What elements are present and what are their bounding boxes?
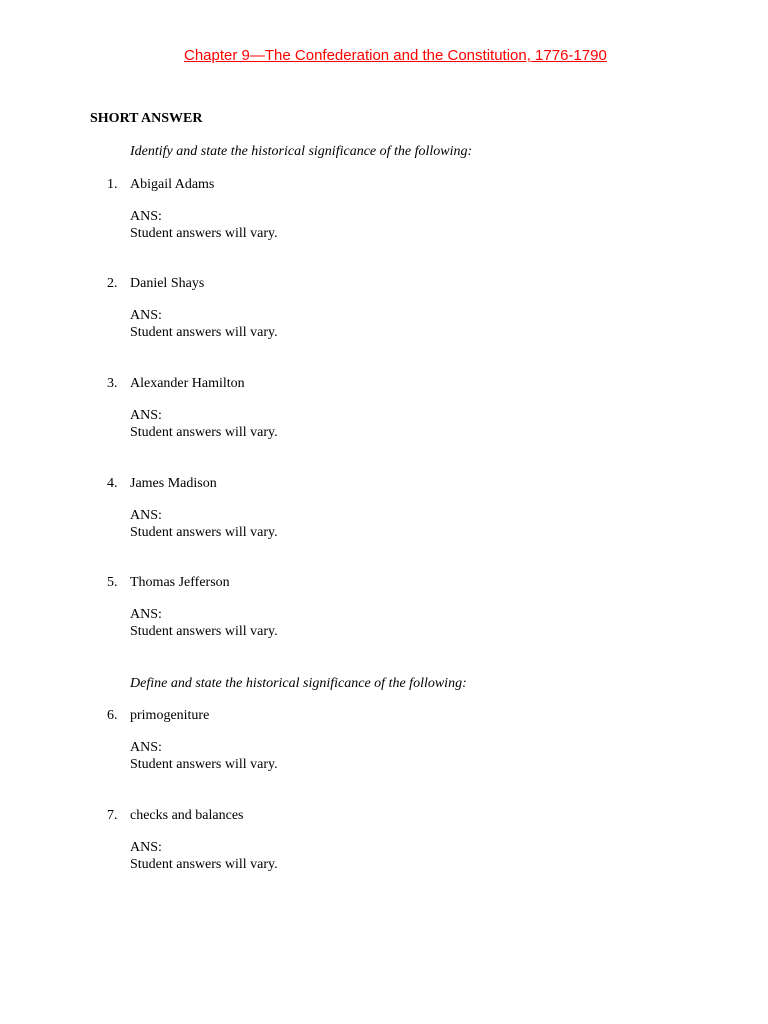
- instruction-define: Define and state the historical significance of the following:: [130, 676, 467, 691]
- answer-text: Student answers will vary.: [130, 525, 278, 540]
- question-term: Alexander Hamilton: [130, 376, 245, 391]
- chapter-title: Chapter 9—The Confederation and the Constitution, 1776-1790: [184, 47, 607, 64]
- answer-label: ANS:: [130, 740, 162, 755]
- question-term: James Madison: [130, 476, 217, 491]
- answer-label: ANS:: [130, 308, 162, 323]
- question-number: 1.: [107, 177, 118, 192]
- answer-text: Student answers will vary.: [130, 425, 278, 440]
- question-number: 6.: [107, 708, 118, 723]
- answer-text: Student answers will vary.: [130, 624, 278, 639]
- section-heading: SHORT ANSWER: [90, 111, 203, 126]
- question-number: 4.: [107, 476, 118, 491]
- answer-text: Student answers will vary.: [130, 757, 278, 772]
- instruction-identify: Identify and state the historical significance of the following:: [130, 144, 473, 159]
- question-number: 7.: [107, 808, 118, 823]
- answer-text: Student answers will vary.: [130, 857, 278, 872]
- question-number: 3.: [107, 376, 118, 391]
- question-term: primogeniture: [130, 708, 210, 723]
- question-term: Daniel Shays: [130, 276, 205, 291]
- answer-label: ANS:: [130, 840, 162, 855]
- answer-label: ANS:: [130, 508, 162, 523]
- answer-text: Student answers will vary.: [130, 226, 278, 241]
- question-number: 2.: [107, 276, 118, 291]
- question-term: checks and balances: [130, 808, 244, 823]
- question-term: Abigail Adams: [130, 177, 215, 192]
- answer-label: ANS:: [130, 607, 162, 622]
- question-term: Thomas Jefferson: [130, 575, 230, 590]
- answer-label: ANS:: [130, 408, 162, 423]
- answer-text: Student answers will vary.: [130, 325, 278, 340]
- question-number: 5.: [107, 575, 118, 590]
- answer-label: ANS:: [130, 209, 162, 224]
